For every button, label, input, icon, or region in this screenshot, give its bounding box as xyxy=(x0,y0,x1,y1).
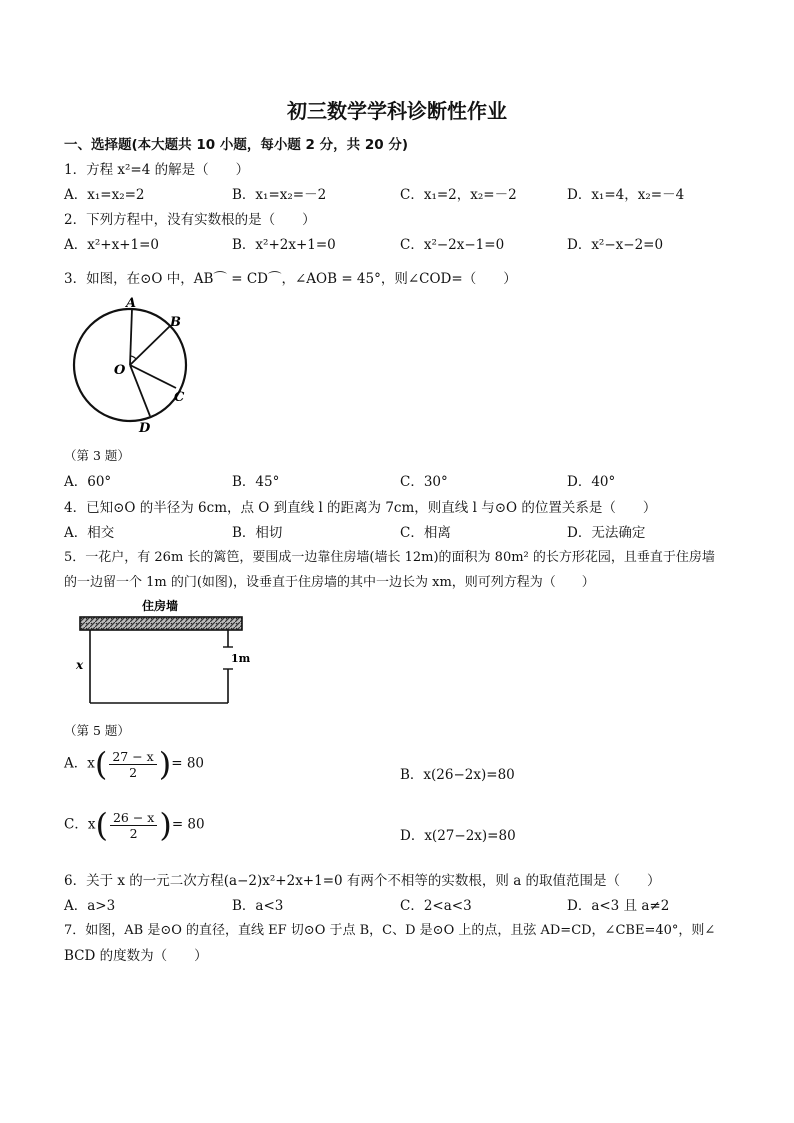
fraction-numerator: 27 − x xyxy=(109,749,156,765)
option-a-fraction xyxy=(109,749,156,780)
circle-diagram-q3 xyxy=(64,292,204,437)
left-paren: ( xyxy=(95,806,108,844)
option-c-suffix: = 80 xyxy=(171,816,205,833)
door-width-label: 1m xyxy=(231,652,250,665)
fraction-denominator: 2 xyxy=(129,764,138,780)
question-3-option-b: B．45° xyxy=(232,474,280,490)
question-4-option-a: A．相交 xyxy=(64,525,115,541)
question-6-option-a: A．a>3 xyxy=(64,898,116,914)
question-5-option-d: D．x(27−2x)=80 xyxy=(400,828,516,844)
point-c-label: C xyxy=(174,390,185,405)
x-length-label: x xyxy=(76,658,84,672)
option-a-suffix: = 80 xyxy=(171,755,205,772)
question-5-stem-line-1: 5．一花户，有 26m 长的篱笆，要围成一边靠住房墙(墙长 12m)的面积为 80m² 的长方形花园，且垂直于住房墙 xyxy=(64,550,715,565)
wall-label: 住房墙 xyxy=(142,599,179,613)
question-5-stem-line-2: 的一边留一个 1m 的门(如图)，设垂直于住房墙的其中一边长为 xm，则可列方程为（ ） xyxy=(64,575,595,590)
fraction-numerator: 26 − x xyxy=(110,810,157,826)
question-2-option-b: B．x²+2x+1=0 xyxy=(232,237,336,253)
question-1-stem: 1．方程 x²=4 的解是（ ） xyxy=(64,162,250,178)
question-5-option-a xyxy=(64,745,205,783)
question-4-option-c: C．相离 xyxy=(400,525,451,541)
question-7-stem-line-1: 7．如图，AB 是⊙O 的直径，直线 EF 切⊙O 于点 B，C、D 是⊙O 上的点，且弦 AD=CD，∠CBE=40°，则∠ xyxy=(64,923,716,938)
question-4-option-b: B．相切 xyxy=(232,525,283,541)
question-6-option-c: C．2<a<3 xyxy=(400,898,472,914)
option-a-prefix: A．x xyxy=(64,755,95,772)
figure-3-caption: （第 3 题） xyxy=(64,448,130,463)
question-1-option-b: B．x₁=x₂=－2 xyxy=(232,187,327,203)
question-6-option-b: B．a<3 xyxy=(232,898,284,914)
question-4-option-d: D．无法确定 xyxy=(567,525,646,541)
left-paren: ( xyxy=(94,745,108,783)
question-7-stem-line-2: BCD 的度数为（ ） xyxy=(64,948,208,964)
question-2-option-d: D．x²−x−2=0 xyxy=(567,237,664,253)
question-6-option-d: D．a<3 且 a≠2 xyxy=(567,898,670,914)
section-heading: 一、选择题(本大题共 10 小题，每小题 2 分，共 20 分) xyxy=(64,137,409,153)
radius-ob xyxy=(130,326,170,365)
question-2-option-c: C．x²−2x−1=0 xyxy=(400,237,505,253)
figure-5-caption: （第 5 题） xyxy=(64,723,130,738)
angle-mark xyxy=(131,356,136,359)
page-title: 初三数学学科诊断性作业 xyxy=(287,99,507,123)
right-paren: ) xyxy=(158,745,172,783)
question-3-option-c: C．30° xyxy=(400,474,448,490)
question-5-option-b: B．x(26−2x)=80 xyxy=(400,767,515,783)
question-2-stem: 2．下列方程中，没有实数根的是（ ） xyxy=(64,212,316,228)
point-d-label: D xyxy=(139,421,151,436)
question-6-stem: 6．关于 x 的一元二次方程(a−2)x²+2x+1=0 有两个不相等的实数根，则 a 的取值范围是（ ） xyxy=(64,873,661,889)
question-5-option-c xyxy=(64,806,205,844)
house-wall xyxy=(80,617,242,630)
option-c-fraction xyxy=(110,810,157,841)
right-paren: ) xyxy=(159,806,172,844)
point-b-label: B xyxy=(170,315,181,330)
garden-diagram-q5 xyxy=(70,597,250,709)
question-3-stem: 3．如图，在⊙O 中，AB⌒ = CD⌒，∠AOB = 45°，则∠COD=（ ） xyxy=(64,271,517,287)
point-o-label: O xyxy=(114,363,126,378)
option-c-prefix: C．x xyxy=(64,816,96,833)
point-a-label: A xyxy=(126,296,137,311)
question-4-stem: 4．已知⊙O 的半径为 6cm，点 O 到直线 l 的距离为 7cm，则直线 l 与⊙O 的位置关系是（ ） xyxy=(64,500,657,516)
fraction-denominator: 2 xyxy=(129,825,138,841)
question-1-option-c: C．x₁=2，x₂=－2 xyxy=(400,187,517,203)
question-1-option-a: A．x₁=x₂=2 xyxy=(64,187,145,203)
question-2-option-a: A．x²+x+1=0 xyxy=(64,237,160,253)
question-1-option-d: D．x₁=4，x₂=－4 xyxy=(567,187,685,203)
question-3-option-d: D．40° xyxy=(567,474,616,490)
question-3-option-a: A．60° xyxy=(64,474,112,490)
